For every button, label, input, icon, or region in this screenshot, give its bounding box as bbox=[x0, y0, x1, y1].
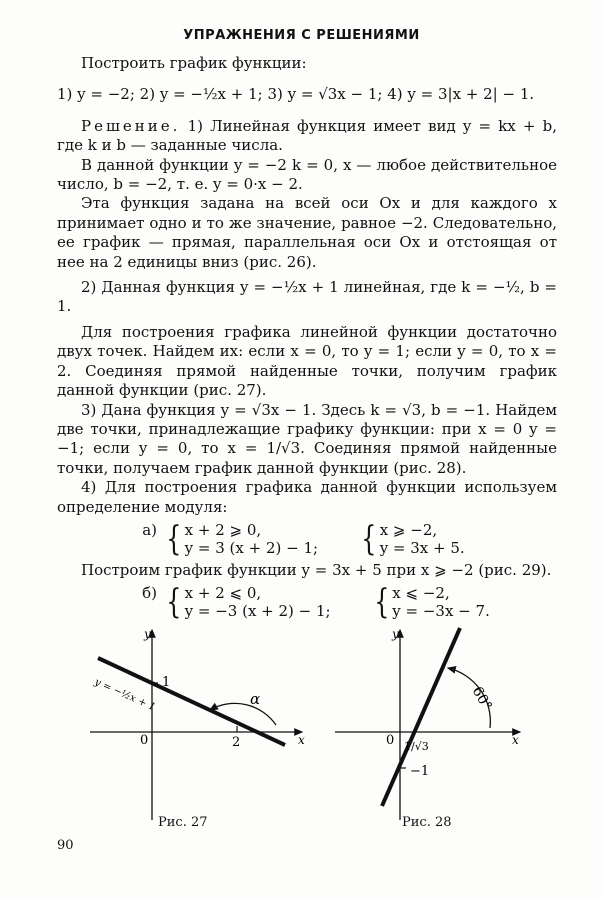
fig28-angle-label: 60° bbox=[468, 684, 495, 714]
page-number: 90 bbox=[57, 838, 74, 853]
system-b-right-lines bbox=[392, 584, 490, 620]
system-b-left-lines bbox=[185, 584, 331, 620]
brace-icon: { bbox=[373, 582, 390, 623]
system-b-right bbox=[371, 582, 490, 623]
system-a-left bbox=[163, 518, 319, 559]
solution-paragraph-7: 4) Для построения графика данной функции используем определение модуля: bbox=[57, 478, 557, 516]
figures bbox=[80, 620, 540, 860]
system-b-left-2: y = −3 (x + 2) − 1; bbox=[184, 602, 331, 621]
figure-27 bbox=[90, 630, 302, 820]
fig28-tick-x-label: 1/√3 bbox=[404, 740, 429, 753]
fig28-x-label: x bbox=[512, 733, 519, 747]
system-b-label: б) bbox=[142, 584, 157, 603]
fig28-graph-line bbox=[382, 628, 460, 806]
spacer bbox=[331, 584, 371, 620]
system-b-right-1: x ⩽ −2, bbox=[392, 584, 450, 603]
brace-icon: { bbox=[361, 518, 377, 559]
solution-paragraph-3: Эта функция задана на всей оси Ox и для каждого x принимает одно и то же значение, равное −2. Следовательно, ее график — прямая, параллельная оси Ox и отстоящая от нее на 2 единицы вниз (рис. 26). bbox=[57, 194, 557, 271]
system-b-right-2: y = −3x − 7. bbox=[392, 602, 490, 621]
solution-label: Решение. bbox=[81, 116, 181, 135]
fig27-origin: 0 bbox=[140, 733, 149, 748]
text-body bbox=[57, 54, 557, 624]
fig27-tick-y-label: 1 bbox=[162, 675, 171, 690]
system-b-left bbox=[163, 582, 331, 623]
spacer bbox=[318, 521, 358, 557]
system-a-right-2: y = 3x + 5. bbox=[379, 538, 465, 557]
figure-28 bbox=[335, 628, 520, 820]
fig27-caption: Рис. 27 bbox=[158, 815, 208, 830]
solution-paragraph-8: Построим график функции y = 3x + 5 при x ⩾ −2 (рис. 29). bbox=[81, 560, 552, 579]
fig27-x-label: x bbox=[298, 733, 305, 747]
system-a-right-lines bbox=[380, 521, 465, 557]
system-a-left-2: y = 3 (x + 2) − 1; bbox=[184, 538, 319, 557]
fig27-tick-x-label: 2 bbox=[232, 735, 241, 750]
intro-line: Построить график функции: bbox=[81, 54, 307, 72]
fig27-y-label: y bbox=[144, 627, 151, 641]
system-a-right-1: x ⩾ −2, bbox=[379, 520, 438, 539]
brace-icon: { bbox=[166, 582, 182, 623]
solution-paragraph-5: Для построения графика линейной функции достаточно двух точек. Найдем их: если x = 0, то y = 1; если y = 0, то x = 2. Соединяя прямой найденные точки, получим график данной функции (рис. 27). bbox=[57, 322, 557, 400]
solution-paragraph-1 bbox=[57, 117, 557, 156]
solution-paragraph-2: В данной функции y = −2 k = 0, x — любое действительное число, b = −2, т. е. y = 0·x − 2. bbox=[57, 155, 557, 194]
fig27-angle-label: α bbox=[250, 690, 261, 708]
fig27-line-label: y = −½x + 1 bbox=[92, 676, 157, 714]
fig28-y-label: y bbox=[392, 627, 399, 641]
solution-paragraph-6: 3) Дана функция y = √3x − 1. Здесь k = √3, b = −1. Найдем две точки, принадлежащие графику функции: при x = 0 y = −1; если y = 0, то x = 1/√3. Соединяя прямой найденные точки, получаем график данной функции (рис. 28). bbox=[57, 400, 557, 477]
brace-icon: { bbox=[166, 518, 182, 559]
system-a-left-1: x + 2 ⩾ 0, bbox=[184, 520, 262, 539]
solution-text-1: 1) Линейная функция имеет вид y = kx + b, где k и b — заданные числа. bbox=[57, 116, 557, 155]
system-a bbox=[57, 518, 557, 559]
section-heading: УПРАЖНЕНИЯ С РЕШЕНИЯМИ bbox=[183, 28, 420, 43]
fig28-caption: Рис. 28 bbox=[402, 815, 452, 830]
figures-svg bbox=[80, 620, 540, 860]
system-a-right bbox=[358, 518, 465, 559]
solution-paragraph-4: 2) Данная функция y = −½x + 1 линейная, где k = −½, b = 1. bbox=[57, 278, 557, 316]
system-a-left-lines bbox=[185, 521, 318, 557]
fig28-origin: 0 bbox=[386, 733, 395, 748]
system-b-left-1: x + 2 ⩽ 0, bbox=[184, 584, 262, 603]
task-list: 1) y = −2; 2) y = −½x + 1; 3) y = √3x − 1; 4) y = 3|x + 2| − 1. bbox=[57, 85, 535, 104]
system-b bbox=[57, 582, 557, 623]
fig28-tick-y-label: −1 bbox=[410, 764, 430, 779]
system-a-label: а) bbox=[142, 520, 157, 539]
